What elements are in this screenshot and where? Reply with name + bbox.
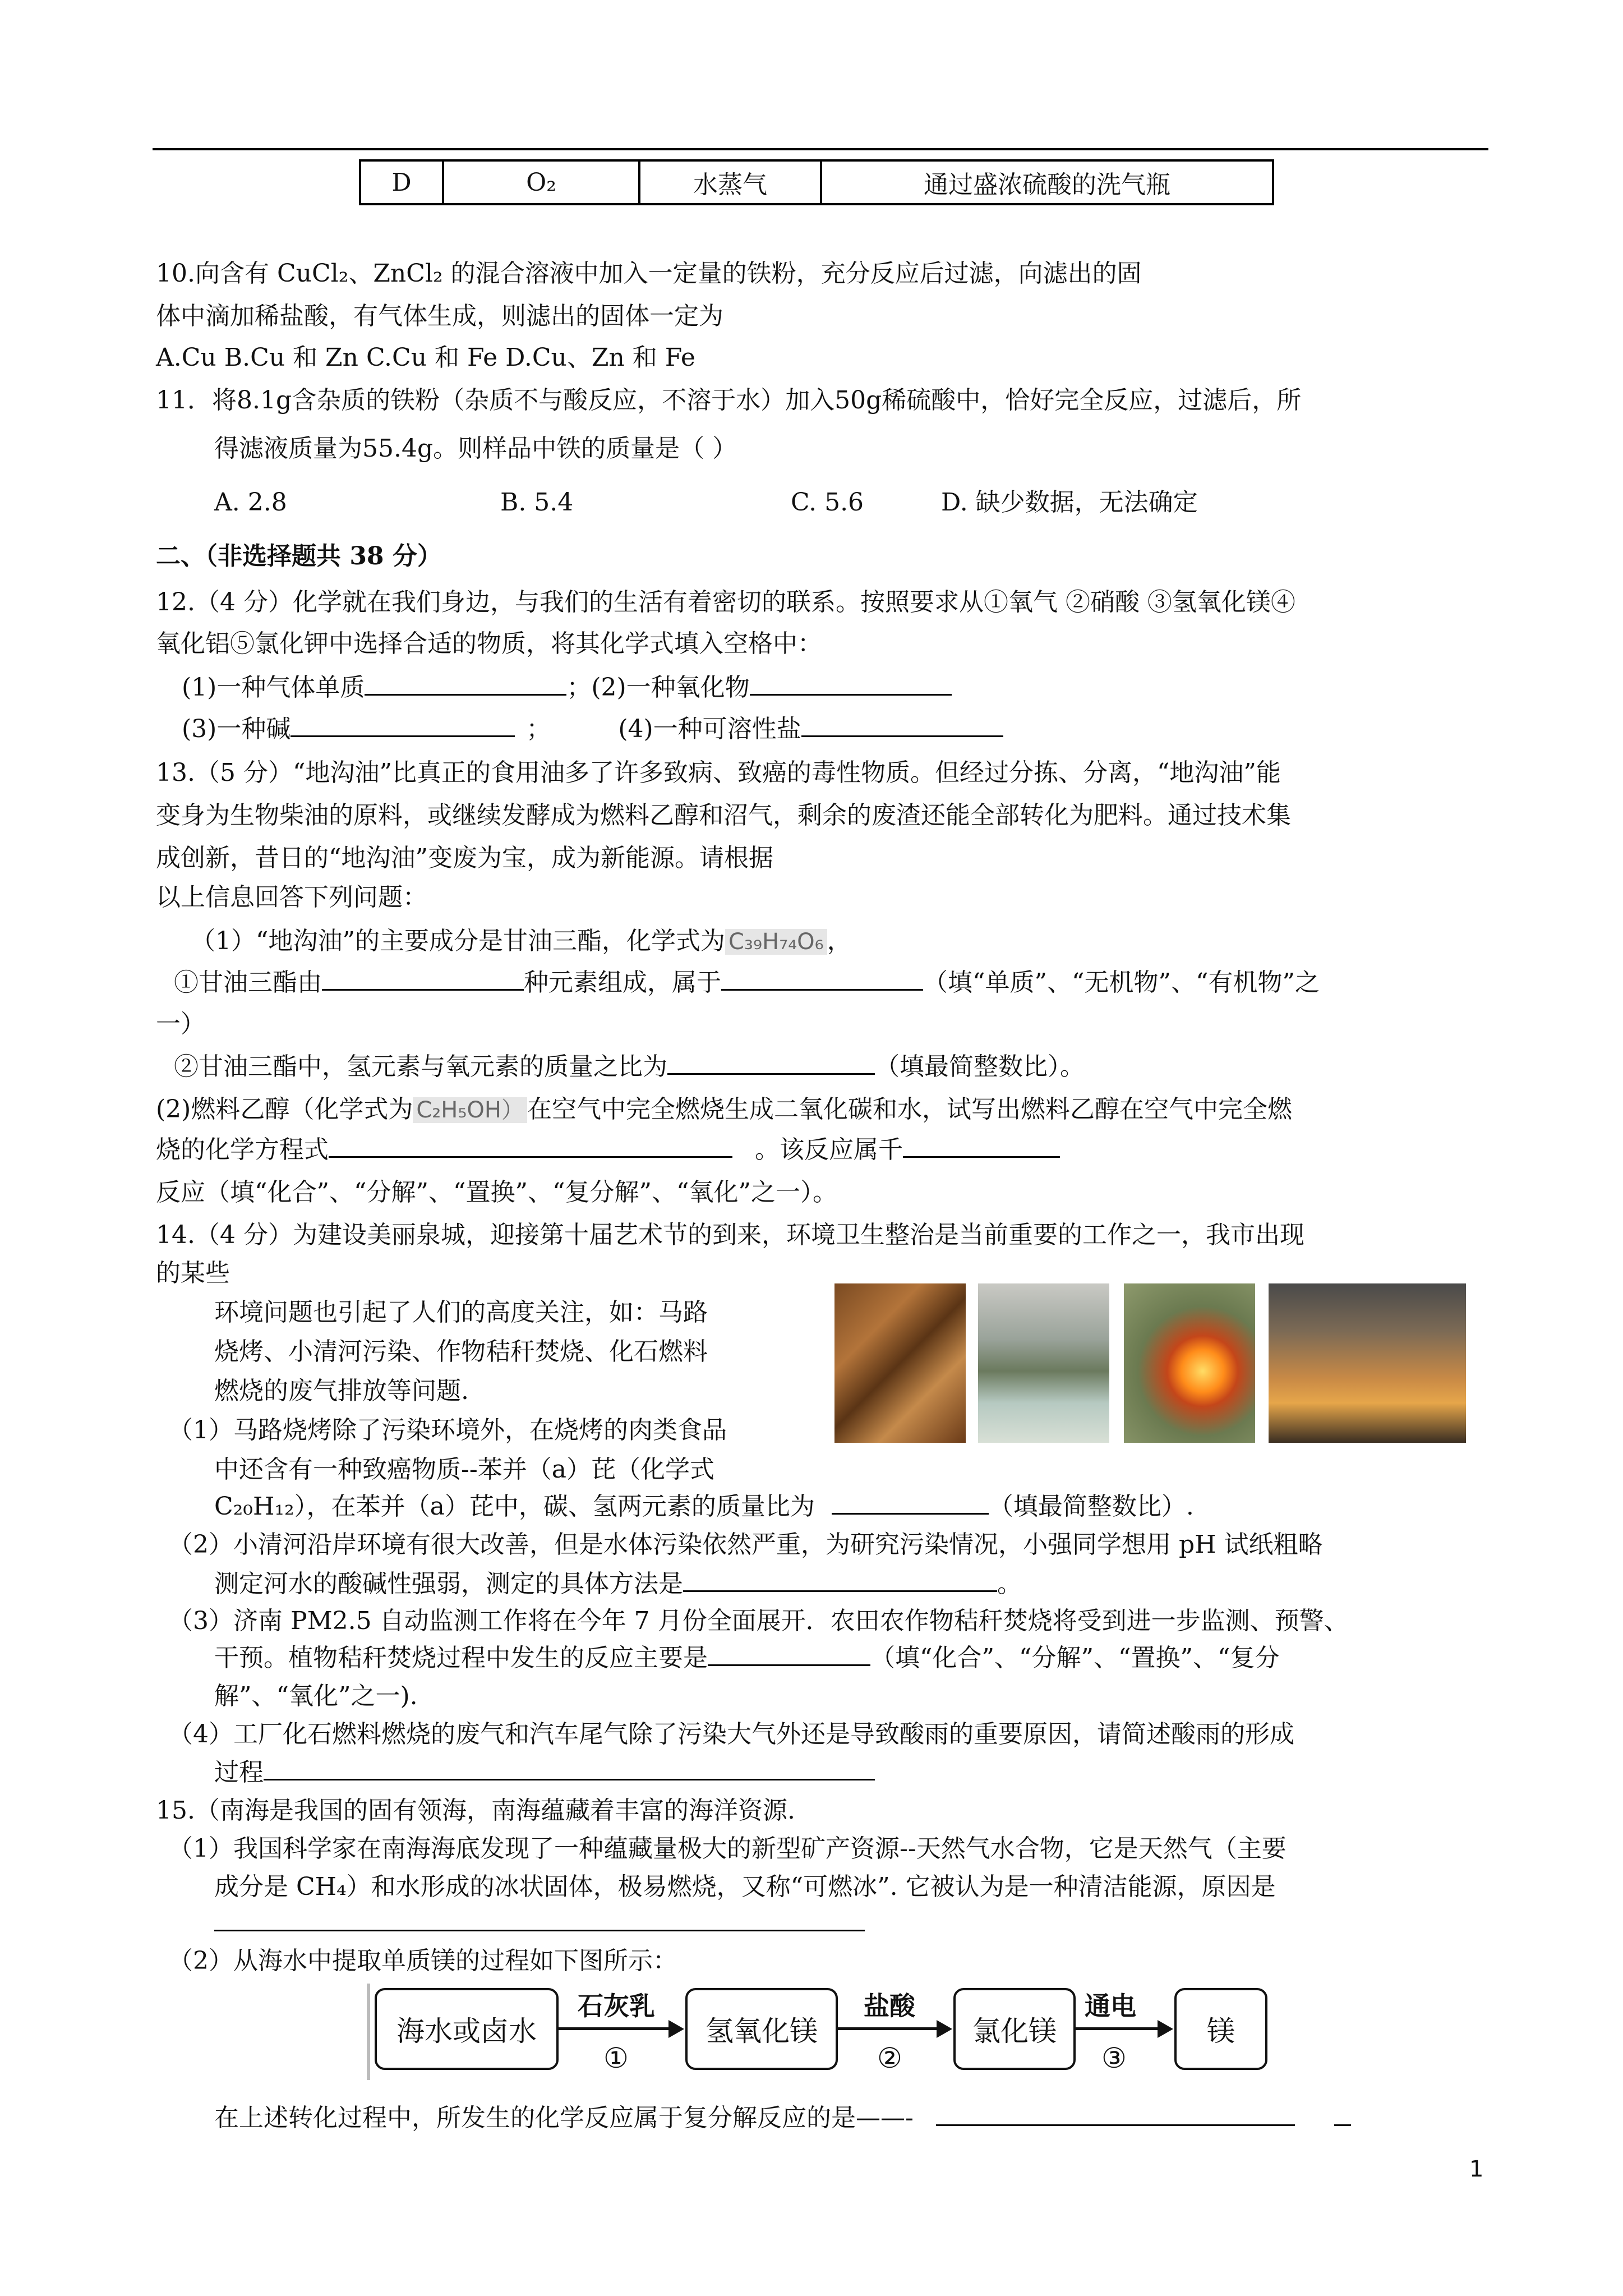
- q14-line14: （4）工厂化石燃料燃烧的废气和汽车尾气除了污染大气外还是导致酸雨的重要原因，请简述酸雨的形成: [168, 1720, 1294, 1749]
- q15-line1: 15.（南海是我国的固有领海，南海蕴藏着丰富的海洋资源.: [156, 1796, 795, 1825]
- q13-line8-a: ②甘油三酯中，氢元素与氧元素的质量之比为: [174, 1052, 667, 1081]
- flow-box-magnesium-chloride: 氯化镁: [953, 1988, 1076, 2070]
- answer-blank[interactable]: [1334, 2102, 1351, 2126]
- flow-frame-edge: [367, 1984, 370, 2080]
- q15-line5-text: 在上述转化过程中，所发生的化学反应属于复分解反应的是——-: [214, 2104, 914, 2132]
- q12-part3-sep: ；: [526, 715, 551, 743]
- table-row: [360, 160, 1273, 204]
- q14-line12-b: （填“化合”、“分解”、“置换”、“复分: [870, 1644, 1280, 1672]
- q13-line10-b: 。该反应属千: [755, 1135, 903, 1164]
- answer-blank[interactable]: [832, 1490, 989, 1515]
- answer-blank[interactable]: [667, 1051, 875, 1075]
- q14-line3: 环境问题也引起了人们的高度关注，如：马路: [214, 1298, 708, 1327]
- flow-step-3: ③: [1101, 2042, 1127, 2074]
- q13-line8-b: （填最简整数比）。: [875, 1052, 1085, 1081]
- q14-line12-a: 干预。植物秸秆焚烧过程中发生的反应主要是: [214, 1644, 708, 1672]
- q13-line10: [156, 1133, 1060, 1167]
- flow-box-seawater: 海水或卤水: [375, 1988, 559, 2070]
- q14-line15-a: 过程: [214, 1758, 264, 1787]
- q13-line2: 变身为生物柴油的原料，或继续发酵成为燃料乙醇和沼气，剩余的废渣还能全部转化为肥料。通过技术集: [156, 801, 1291, 830]
- header-rule: [153, 148, 1488, 150]
- q10-line1: 10.向含有 CuCl₂、ZnCl₂ 的混合溶液中加入一定量的铁粉，充分反应后过滤，向滤出的固: [156, 259, 1142, 288]
- answer-blank[interactable]: [750, 671, 952, 696]
- flow-box-magnesium-hydroxide: 氢氧化镁: [685, 1988, 838, 2070]
- flow-label-3: 通电: [1085, 1991, 1136, 2021]
- q13-line6-c: （填“单质”、“无机物”、“有机物”之: [923, 968, 1320, 997]
- smokestack-photo: [1269, 1283, 1466, 1443]
- arrow-head-icon: [937, 2020, 952, 2038]
- q14-line1: 14.（4 分）为建设美丽泉城，迎接第十届艺术节的到来，环境卫生整治是当前重要的工作之一，我市出现: [156, 1221, 1304, 1249]
- q14-line4: 烧烤、小清河污染、作物秸秆焚烧、化石燃料: [214, 1337, 708, 1366]
- answer-blank[interactable]: [264, 1756, 875, 1780]
- q13-line8: [174, 1050, 1085, 1084]
- q12-line2: 氧化铝⑤氯化钾中选择合适的物质，将其化学式填入空格中：: [156, 629, 822, 658]
- q14-line8-b: （填最简整数比）.: [988, 1492, 1194, 1521]
- flow-label-1: 石灰乳: [578, 1991, 655, 2021]
- flow-arrow-3: [1073, 2027, 1158, 2030]
- q13-line4: 以上信息回答下列问题：: [156, 883, 427, 912]
- q13-line10-a: 烧的化学方程式: [156, 1135, 329, 1164]
- polluted-river-photo: [978, 1283, 1109, 1443]
- q13-line6-b: 种元素组成，属于: [524, 968, 721, 997]
- q11-option-a: A. 2.8: [214, 488, 287, 517]
- flow-step-2: ②: [877, 2042, 902, 2074]
- q15-line3: 成分是 CH₄）和水形成的冰状固体，极易燃烧，又称“可燃冰”. 它被认为是一种清洁能源，原因是: [214, 1872, 1276, 1901]
- q12-part1-text: (1)一种气体单质: [182, 673, 365, 702]
- straw-burning-photo: [1124, 1283, 1255, 1443]
- q14-line5: 燃烧的废气排放等问题.: [214, 1377, 469, 1405]
- table-cell-option: D: [360, 160, 443, 204]
- answer-blank[interactable]: [708, 1642, 870, 1666]
- q12-part1-sep: ；: [566, 673, 592, 702]
- options-table: [359, 159, 1274, 205]
- q12-line1: 12.（4 分）化学就在我们身边，与我们的生活有着密切的联系。按照要求从①氧气 ②硝酸 ③氢氧化镁④: [156, 588, 1295, 616]
- table-cell-method: 通过盛浓硫酸的洗气瓶: [821, 160, 1273, 204]
- arrow-head-icon: [668, 2020, 684, 2038]
- q13-line3: 成创新，昔日的“地沟油”变废为宝，成为新能源。请根据: [156, 844, 773, 872]
- q13-line5: [191, 924, 852, 959]
- q14-line10: [214, 1567, 1022, 1601]
- q14-line11: （3）济南 PM2.5 自动监测工作将在今年 7 月份全面展开．农田农作物秸秆焚烧将受到进一步监测、预警、: [168, 1607, 1349, 1635]
- q14-line13: 解”、“氧化”之一).: [214, 1682, 418, 1710]
- flow-arrow-2: [836, 2027, 937, 2030]
- q14-line15: [214, 1756, 875, 1789]
- q13-line9-b: 在空气中完全燃烧生成二氧化碳和水，试写出燃料乙醇在空气中完全燃: [527, 1095, 1292, 1124]
- answer-blank[interactable]: [214, 1907, 865, 1931]
- q13-line6: [174, 966, 1320, 1000]
- arrow-head-icon: [1158, 2020, 1173, 2038]
- answer-blank[interactable]: [329, 1134, 732, 1158]
- q14-line9: （2）小清河沿岸环境有很大改善，但是水体污染依然严重，为研究污染情况，小强同学想用 pH 试纸粗略: [168, 1530, 1323, 1559]
- q11-option-d: D. 缺少数据，无法确定: [941, 488, 1198, 517]
- q13-line11: 反应（填“化合”、“分解”、“置换”、“复分解”、“氧化”之一）。: [156, 1178, 837, 1207]
- flow-label-2: 盐酸: [864, 1991, 915, 2021]
- formula-image: C₃₉H₇₄O₆: [725, 929, 827, 955]
- table-cell-gas: O₂: [443, 160, 639, 204]
- q15-line5: [214, 2101, 1351, 2135]
- q14-line2: 的某些: [156, 1259, 230, 1287]
- q11-option-c: C. 5.6: [791, 488, 864, 517]
- q13-line5-end: ，: [827, 927, 852, 955]
- answer-blank[interactable]: [365, 671, 566, 696]
- q12-part4-text: (4)一种可溶性盐: [618, 715, 801, 743]
- q14-line6: （1）马路烧烤除了污染环境外，在烧烤的肉类食品: [168, 1416, 727, 1444]
- q14-line8-a: C₂₀H₁₂），在苯并（a）芘中，碳、氢两元素的质量比为: [214, 1492, 815, 1521]
- q14-line10-b: 。: [997, 1570, 1022, 1598]
- q11-line1: 11．将8.1g含杂质的铁粉（杂质不与酸反应，不溶于水）加入50g稀硫酸中，恰好完全反应，过滤后，所: [156, 386, 1302, 415]
- q13-line5-text: （1）“地沟油”的主要成分是甘油三酯，化学式为: [191, 927, 725, 955]
- q13-line1: 13.（5 分）“地沟油”比真正的食用油多了许多致病、致癌的毒性物质。但经过分拣、分离，“地沟油”能: [156, 758, 1281, 787]
- q11-line2: 得滤液质量为55.4g。则样品中铁的质量是（ ）: [214, 434, 737, 463]
- q12-part3: [182, 712, 1003, 746]
- bbq-photo: [834, 1283, 966, 1443]
- answer-blank[interactable]: [322, 967, 524, 991]
- table-cell-impurity: 水蒸气: [639, 160, 821, 204]
- q13-line7: 一）: [156, 1010, 205, 1038]
- answer-blank[interactable]: [936, 2102, 1295, 2126]
- q14-line7: 中还含有一种致癌物质--苯并（a）芘（化学式: [214, 1455, 714, 1484]
- q13-line9-a: (2)燃料乙醇（化学式为: [156, 1095, 413, 1124]
- q10-line2: 体中滴加稀盐酸，有气体生成，则滤出的固体一定为: [156, 302, 723, 330]
- q11-option-b: B. 5.4: [500, 488, 574, 517]
- q13-line6-a: ①甘油三酯由: [174, 968, 322, 997]
- q15-line2: （1）我国科学家在南海海底发现了一种蕴藏量极大的新型矿产资源--天然气水合物，它是天然气（主要: [168, 1834, 1287, 1863]
- q12-part1: [182, 671, 952, 705]
- answer-blank[interactable]: [683, 1568, 997, 1592]
- answer-blank[interactable]: [291, 713, 515, 737]
- answer-blank[interactable]: [721, 967, 923, 991]
- q14-line10-a: 测定河水的酸碱性强弱，测定的具体方法是: [214, 1570, 683, 1598]
- answer-blank[interactable]: [801, 713, 1003, 737]
- section-title: 二、（非选择题共 38 分）: [156, 542, 442, 570]
- q10-options: A.Cu B.Cu 和 Zn C.Cu 和 Fe D.Cu、Zn 和 Fe: [156, 343, 695, 372]
- q15-line4: （2）从海水中提取单质镁的过程如下图所示：: [168, 1947, 677, 1975]
- formula-image: C₂H₅OH）: [413, 1097, 527, 1123]
- q12-part2-text: (2)一种氧化物: [591, 673, 750, 702]
- q13-line9: [156, 1093, 1292, 1127]
- flow-arrow-1: [556, 2027, 668, 2030]
- page-number: 1: [1469, 2156, 1484, 2182]
- q14-line12: [214, 1641, 1279, 1675]
- q14-line8: [214, 1490, 1194, 1524]
- q12-part3-text: (3)一种碱: [182, 715, 291, 743]
- answer-blank[interactable]: [903, 1134, 1060, 1158]
- flow-step-1: ①: [603, 2042, 629, 2074]
- flow-box-magnesium: 镁: [1174, 1988, 1267, 2070]
